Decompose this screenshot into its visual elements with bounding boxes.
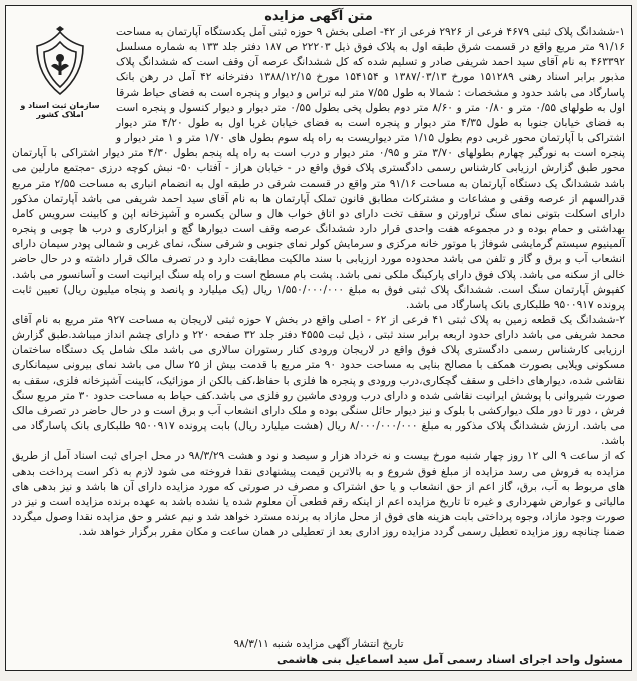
item-1-paragraph: ۱-ششدانگ پلاک ثبتی ۴۶۷۹ فرعی از ۲۹۲۶ فرعی از ۴۲- اصلی بخش ۹ حوزه ثبتی آمل یکدستگاه آپارتمان به مساحت ۹۱/۱۶ متر مربع واقع در قسمت شرق طبقه اول به پلاک فوق ذیل ۲۲۲۰۳ ص ۱۸۷ دفتر جلد ۱۳۳ به شماره مسلسل ۴۶۳۳۹۲ به نام آقای سید احمد شریفی صادر و تسلیم شده که کل ششدانگ عرصه آن وقف است که ششدانگ پلاک مذبور برابر اسناد رهنی ۱۵۱۲۸۹ مورخ ۱۳۸۷/۰۳/۱۳ و ۱۵۴۱۵۴ مورخ ۱۳۸۸/۱۲/۱۵ دفترخانه ۴۲ آمل در رهن بانک پاسارگاد می باشد حدود و مشخصات : شمالا به طول ۷/۵۵ متر لبه تراس و دیوار و پنجره است به فضای حیاط شرقا اول به طولهای ۰/۵۵ متر و ۰/۸۰ متر و ۸/۶۰ متر دوم بطول پخی بطول ۰/۵۵ متر دیوار و دیوار کنسول و پنجره است به فضای خیابان جنوبا به طول ۴/۳۵ متر دیوار و پنجره است به فضای خیابان غربا اول به طول ۴/۲۰ متر دیوار اشتراکی با آپارتمان محور غربی دوم بطول ۱/۱۵ متر دیواریست به راه پله سوم بطول های ۱/۷۰ متر و ۱ متر دیوار و پنجره است به نورگیر چهارم بطولهای ۳/۷۰ متر و ۰/۹۵ متر دیوار و درب است به راه پله پنجم بطول ۴/۳۰ متر دیوار اشتراکی با آپارتمان محور طبق گزارش ارزیابی کارشناس رسمی دادگستری پلاک فوق واقع در - خیابان هراز - آفتاب ۵۰- نبش کوچه درزی -مجتمع مارلین می باشد ششدانگ یک دستگاه آپارتمان به مساحت ۹۱/۱۶ متر واقع در قسمت شرقی در طبقه اول به انضمام انباری به مساحت ۲/۵۵ متر مربع قدرالسهم از عرصه وقفی و مشاعات و مشترکات مطابق قانون تملک آپارتمان ها به نام آقای سید احمد شریفی می باشد آپارتمان مذکور دارای اسکلت بتونی نمای سنگ تراورتن و سقف تخت دارای دو اتاق خواب هال و سالن یکسره و آشپزخانه اپن و کابینت سرویس کامل بهداشتی و حمام بوده و در مجموعه هفت واحدی قرار دارد ششدانگ عرصه وقف است دیوارها گچ و ابزارکاری و درب ها چوبی و پنجره آلمینیوم سیستم گرمایشی شوفاژ با موتور خانه مرکزی و سرمایش کولر نمای جنوبی و شرقی سنگ، نمای غربی و شمالی پودر سیمان دارای انشعاب آب و برق و گاز و تلفن می باشد محدوده مورد ارزیابی با سند مالکیت مطابقت دارد و در تصرف مالک قرار داشته و در حال حاضر خالی از سکنه می باشد. پلاک فوق دارای پارکینگ ملکی نمی باشد. پشت بام مسطح است و راه پله سنگ ایرانیت است و آسانسور می باشد. کفپوش آپارتمان سنگ است. ششدانگ پلاک ثبتی فوق به مبلغ ۱/۵۵۰/۰۰۰/۰۰۰ ریال (یک میلیارد و پانصد و پنجاه میلیون ریال) تعیین ثابت پرونده ۹۵۰۰۹۱۷ طلبکاری بانک پاسارگاد می باشد. [12,26,626,311]
logo-caption: سازمان ثبت اسناد و املاک کشور [20,101,100,119]
notice-page [5,5,632,671]
registry-emblem-icon [25,26,95,100]
registry-logo [12,26,108,122]
notice-footer [6,637,631,667]
signature-line: مسئول واحد اجرای اسناد رسمی آمل سید اسماعیل بنی هاشمی [277,653,623,666]
notice-title: متن آگهی مزایده [264,9,373,24]
item-2-paragraph: ۲-ششدانگ یک قطعه زمین به پلاک ثبتی ۴۱ فرعی از ۶۲ - اصلی واقع در بخش ۷ حوزه ثبتی لاریجان به مساحت ۹۲۷ متر مربع به نام آقای محمد شریفی می باشد دارای حدود اربعه برابر سند ثبتی ، ذیل ثبت ۴۵۵۵ دفتر جلد ۳۲ صفحه ۲۲۰ و دارای چشم انداز میباشد.طبق گزارش ارزیابی کارشناس رسمی دادگستری پلاک فوق واقع در لاریجان ورودی کنار رستوران سالاری می باشد ملک شامل یک دستگاه ساختمان مسکونی ویلایی بصورت همکف با مصالح بنایی به مساحت حدود ۹۰ متر مربع با قدمت بیش از ۲۵ سال می باشد نمای بیرونی سیمانکاری نقاشی شده، دیوارهای داخلی و سقف گچکاری،درب ورودی و پنجره ها فلزی با حفاظ،کف بالکن از موزائیک، کابینت آشپزخانه فلزی، سقف به صورت شیروانی با پوشش ایرانیت نقاشی شده و دارای درب ورودی ماشین رو فلزی می باشد.کف حیاط به مساحت حدود ۳۰ متر مربع سنگ فرش ، دور تا دور ملک دیوارکشی با بلوک و نیز دیوار حائل سنگی بوده و ملک دارای انشعاب آب و برق است و در حال حاضر در تصرف مالک می باشد. ارزش ششدانگ پلاک مذکور به مبلغ ۸/۰۰۰/۰۰۰/۰۰۰ ریال (هشت میلیارد ریال) بابت پرونده ۹۵۰۰۹۱۷ طلبکاری بانک پاسارگاد می باشد. [12,313,626,448]
publish-date: تاریخ انتشار آگهی مزایده شنبه ۹۸/۳/۱۱ [233,638,404,650]
auction-terms-paragraph: که از ساعت ۹ الی ۱۲ روز چهار شنبه مورخ بیست و نه خرداد هزار و سیصد و نود و هشت ۹۸/۳/۲۹ در محل اجرای ثبت اسناد آمل از طریق مزایده به فروش می رسد مزایده از مبلغ فوق شروع و به بالاترین قیمت پیشنهادی نقدا فروخته می شود لازم به ذکر است پرداخت بدهی های مربوط به آب، برق، گاز اعم از حق انشعاب و یا حق اشتراک و مصرف در صورتی که مورد مزایده دارای آن ها باشد و نیز بدهی های مالیاتی و عوارض شهرداری و غیره تا تاریخ مزایده اعم از اینکه رقم قطعی آن معلوم شده یا نشده باشد به عهده برنده مزایده است و نیز در صورت وجود مازاد، وجوه پرداختی بابت هزینه های فوق از محل مازاد به برنده مسترد خواهد شد و نیم عشر و حق مزایده نقدا وصول میگردد ضمنا چنانچه روز مزایده تعطیل رسمی گردد مزایده روز اداری بعد از تعطیلی در همان ساعت و مکان مقرر برگزار خواهد شد. [12,450,625,539]
